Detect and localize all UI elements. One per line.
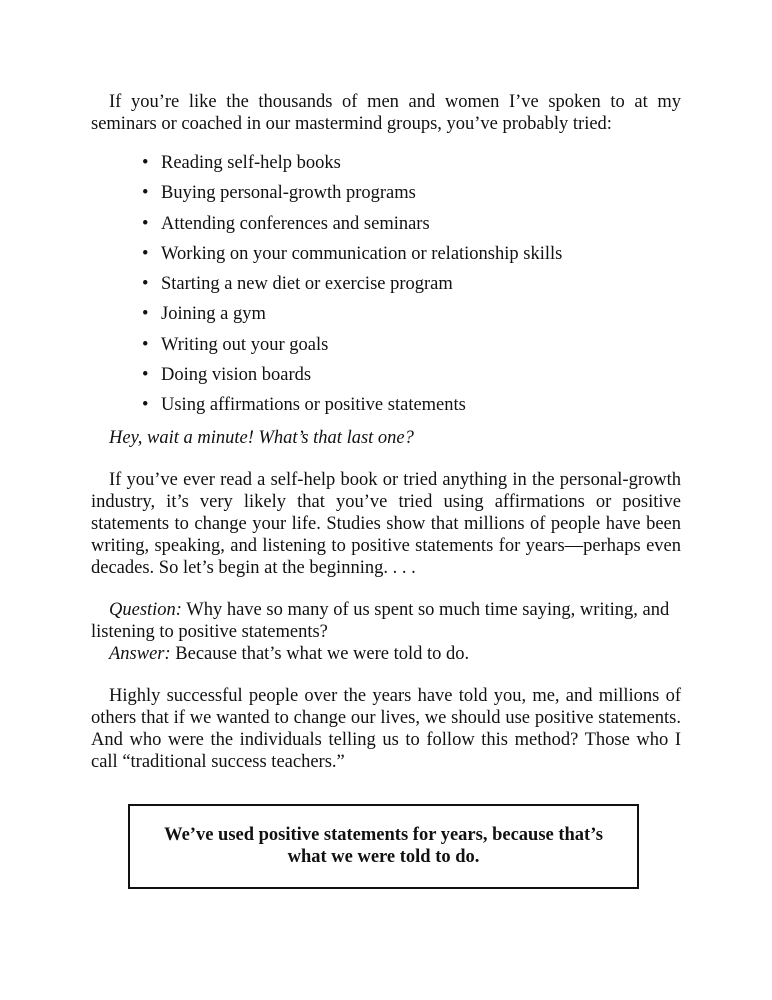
list-item <box>91 364 681 394</box>
question-line <box>91 599 681 643</box>
list-item <box>91 334 681 364</box>
bullet-icon: • <box>142 243 149 264</box>
bullet-list <box>91 152 681 425</box>
answer-text: Because that’s what we were told to do. <box>170 643 470 664</box>
question-text: Why have so many of us spent so much time saying, writing, and listening to positive statements? <box>91 599 670 642</box>
list-item-text: Working on your communication or relationship skills <box>161 243 563 264</box>
list-item-text: Doing vision boards <box>161 365 312 386</box>
bullet-icon: • <box>142 395 149 416</box>
bullet-icon: • <box>142 213 149 234</box>
callout-text: We’ve used positive statements for years, because that’s what we were told to do. <box>164 825 603 868</box>
list-item <box>91 243 681 273</box>
list-item-text: Reading self-help books <box>161 153 341 173</box>
list-item-text: Starting a new diet or exercise program <box>161 274 453 295</box>
list-item-text: Buying personal-growth programs <box>161 183 416 204</box>
list-item <box>91 182 681 212</box>
bullet-icon: • <box>142 334 149 355</box>
aside-line: Hey, wait a minute! What’s that last one? <box>109 427 414 448</box>
bullet-icon: • <box>142 153 149 173</box>
bullet-icon: • <box>142 274 149 295</box>
list-item <box>91 303 681 333</box>
body-paragraph: If you’ve ever read a self-help book or tried anything in the personal-growth industry, it’s very likely that you’ve tried using affirmations or positive statements to change your life. Studies show that millions of people have been writing, speaking, and listening to positive statements for years—perhaps even decades. So let’s begin at the beginning. . . . <box>91 469 681 578</box>
list-item-text: Attending conferences and seminars <box>161 213 430 234</box>
list-item <box>91 213 681 243</box>
question-answer-block <box>91 599 681 665</box>
list-item-text: Writing out your goals <box>161 334 329 355</box>
bullet-icon: • <box>142 365 149 386</box>
question-label: Question: <box>109 599 182 620</box>
intro-paragraph: If you’re like the thousands of men and women I’ve spoken to at my seminars or coached in our mastermind groups, you’ve probably tried: <box>91 92 681 134</box>
list-item-text: Joining a gym <box>161 304 266 325</box>
bullet-icon: • <box>142 304 149 325</box>
body-paragraph: Highly successful people over the years have told you, me, and millions of others that if we wanted to change our lives, we should use positive statements. And who were the individuals telling us to follow this method? Those who I call “traditional success teachers.” <box>91 685 681 772</box>
list-item <box>91 273 681 303</box>
page-content <box>91 91 681 889</box>
list-item <box>91 152 681 182</box>
answer-label: Answer: <box>109 643 171 664</box>
callout-box <box>128 804 639 889</box>
bullet-icon: • <box>142 183 149 204</box>
answer-line <box>91 643 681 665</box>
list-item-text: Using affirmations or positive statements <box>161 395 466 416</box>
list-item <box>91 394 681 424</box>
